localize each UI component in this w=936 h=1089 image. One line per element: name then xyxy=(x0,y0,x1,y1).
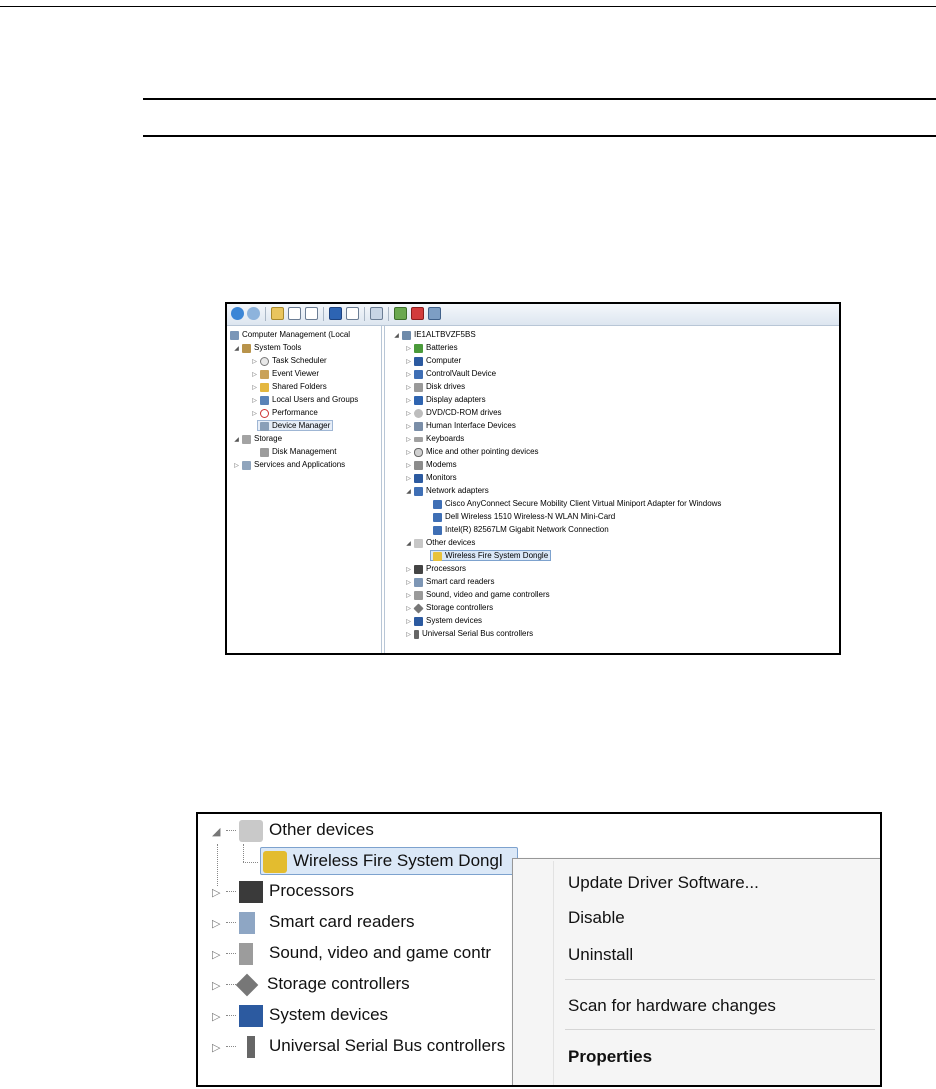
disable-menu-item[interactable]: Disable xyxy=(568,908,625,927)
device-manager-icon xyxy=(260,422,269,431)
action-pane-icon[interactable] xyxy=(346,307,359,320)
tree-category-other-devices[interactable]: ◢ Other devices xyxy=(212,816,374,844)
system-devices-icon xyxy=(239,1005,263,1027)
usb-icon xyxy=(414,630,419,639)
tree-item-event-viewer[interactable]: ▷ Event Viewer xyxy=(251,368,319,380)
device-tree xyxy=(384,325,839,653)
sound-icon xyxy=(414,591,423,600)
collapsed-arrow-icon[interactable]: ▷ xyxy=(252,359,257,366)
clock-icon xyxy=(260,357,269,366)
computer-management-icon xyxy=(230,331,239,340)
collapsed-arrow-icon[interactable]: ▷ xyxy=(406,476,411,483)
event-viewer-icon xyxy=(260,370,269,379)
usb-icon xyxy=(247,1036,255,1058)
unknown-device-icon xyxy=(414,539,423,548)
console-tree xyxy=(227,325,382,653)
collapsed-arrow-icon[interactable]: ▷ xyxy=(212,1011,221,1023)
network-icon xyxy=(433,500,442,509)
update-driver-menu-item[interactable]: Update Driver Software... xyxy=(568,873,759,892)
collapsed-arrow-icon[interactable]: ▷ xyxy=(406,411,411,418)
monitor-icon xyxy=(414,474,423,483)
collapsed-arrow-icon[interactable]: ▷ xyxy=(252,398,257,405)
collapsed-arrow-icon[interactable]: ▷ xyxy=(406,619,411,626)
tools-icon xyxy=(242,344,251,353)
device-item[interactable]: Cisco AnyConnect Secure Mobility Client Virtual Miniport Adapter for Windows xyxy=(433,498,721,510)
properties-menu-item[interactable]: Properties xyxy=(568,1047,653,1066)
warning-device-icon xyxy=(433,552,442,561)
collapsed-arrow-icon[interactable]: ▷ xyxy=(406,346,411,353)
disk-icon xyxy=(260,448,269,457)
device-category[interactable]: ▷ DVD/CD-ROM drives xyxy=(405,407,502,419)
tree-category-processors[interactable]: ▷ Processors xyxy=(212,877,354,905)
folder-icon xyxy=(260,383,269,392)
collapsed-arrow-icon[interactable]: ▷ xyxy=(212,887,221,899)
device-item[interactable]: Intel(R) 82567LM Gigabit Network Connection xyxy=(433,524,609,536)
tree-item-wireless-dongle[interactable]: Wireless Fire System Dongl xyxy=(260,847,518,875)
network-icon xyxy=(433,526,442,535)
collapsed-arrow-icon[interactable]: ▷ xyxy=(406,359,411,366)
device-category[interactable]: ▷ Universal Serial Bus controllers xyxy=(405,628,533,640)
device-category[interactable]: ▷ ControlVault Device xyxy=(405,368,496,380)
tree-item-shared-folders[interactable]: ▷ Shared Folders xyxy=(251,381,327,393)
collapsed-arrow-icon[interactable]: ▷ xyxy=(234,463,239,470)
collapsed-arrow-icon[interactable]: ▷ xyxy=(406,463,411,470)
tree-category-usb[interactable]: ▷ Universal Serial Bus controllers xyxy=(212,1032,505,1060)
smart-card-icon xyxy=(414,578,423,587)
keyboard-icon xyxy=(414,437,423,442)
context-menu-screenshot xyxy=(196,812,882,1087)
up-folder-icon[interactable] xyxy=(271,307,284,320)
tree-item-performance[interactable]: ▷ Performance xyxy=(251,407,318,419)
collapsed-arrow-icon[interactable]: ▷ xyxy=(406,567,411,574)
header-rule xyxy=(0,6,936,7)
tree-item-services-apps[interactable]: ▷ Services and Applications xyxy=(233,459,345,471)
tree-item-disk-management[interactable]: Disk Management xyxy=(260,446,336,458)
tree-item-local-users[interactable]: ▷ Local Users and Groups xyxy=(251,394,358,406)
expanded-arrow-icon[interactable]: ◢ xyxy=(406,541,411,548)
collapsed-arrow-icon[interactable]: ▷ xyxy=(406,437,411,444)
collapsed-arrow-icon[interactable]: ▷ xyxy=(406,424,411,431)
collapsed-arrow-icon[interactable]: ▷ xyxy=(406,632,411,639)
device-category[interactable]: ▷ Sound, video and game controllers xyxy=(405,589,550,601)
expanded-arrow-icon[interactable]: ◢ xyxy=(406,489,411,496)
device-category[interactable]: ▷ Human Interface Devices xyxy=(405,420,516,432)
processor-icon xyxy=(239,881,263,903)
expanded-arrow-icon[interactable]: ◢ xyxy=(394,333,399,340)
smart-card-icon xyxy=(239,912,255,934)
collapsed-arrow-icon[interactable]: ▷ xyxy=(212,949,221,961)
disable-icon[interactable] xyxy=(428,307,441,320)
computer-icon xyxy=(414,357,423,366)
tree-item-storage[interactable]: ◢ Storage xyxy=(233,433,282,445)
collapsed-arrow-icon[interactable]: ▷ xyxy=(406,398,411,405)
device-category[interactable]: ▷ Batteries xyxy=(405,342,458,354)
device-icon xyxy=(414,370,423,379)
collapsed-arrow-icon[interactable]: ▷ xyxy=(406,593,411,600)
hid-icon xyxy=(414,422,423,431)
tree-category-storage-controllers[interactable]: ▷ Storage controllers xyxy=(212,970,410,998)
tree-item-system-tools[interactable]: ◢ System Tools xyxy=(233,342,301,354)
device-category[interactable]: ▷ Modems xyxy=(405,459,457,471)
device-category[interactable]: ◢ Network adapters xyxy=(405,485,489,497)
device-category[interactable]: ▷ System devices xyxy=(405,615,482,627)
device-item[interactable]: Dell Wireless 1510 Wireless-N WLAN Mini-Card xyxy=(433,511,615,523)
collapsed-arrow-icon[interactable]: ▷ xyxy=(406,450,411,457)
computer-management-window xyxy=(225,302,841,655)
computer-icon xyxy=(402,331,411,340)
update-driver-icon[interactable] xyxy=(394,307,407,320)
processor-icon xyxy=(414,565,423,574)
warning-device-icon xyxy=(263,851,287,873)
battery-icon xyxy=(414,344,423,353)
uninstall-menu-item[interactable]: Uninstall xyxy=(568,945,634,964)
storage-icon xyxy=(242,435,251,444)
unknown-device-icon xyxy=(239,820,263,842)
table-rule-bottom xyxy=(143,135,936,137)
show-hide-tree-icon[interactable] xyxy=(288,307,301,320)
help-icon[interactable] xyxy=(329,307,342,320)
collapsed-arrow-icon[interactable]: ▷ xyxy=(252,372,257,379)
table-rule-top xyxy=(143,98,936,100)
dvd-icon xyxy=(414,409,423,418)
uninstall-icon[interactable] xyxy=(411,307,424,320)
device-tree-root[interactable]: ◢ IE1ALTBVZF5BS xyxy=(393,329,476,341)
performance-icon xyxy=(260,409,269,418)
device-category[interactable]: ▷ Disk drives xyxy=(405,381,465,393)
mouse-icon xyxy=(414,448,423,457)
disk-icon xyxy=(414,383,423,392)
collapsed-arrow-icon[interactable]: ▷ xyxy=(212,1042,221,1054)
tree-item-computer-management[interactable]: Computer Management (Local xyxy=(230,329,350,341)
modem-icon xyxy=(414,461,423,470)
properties-icon[interactable] xyxy=(305,307,318,320)
mmc-toolbar xyxy=(227,304,839,326)
network-icon xyxy=(433,513,442,522)
tree-category-system-devices[interactable]: ▷ System devices xyxy=(212,1001,388,1029)
network-icon xyxy=(414,487,423,496)
menu-separator xyxy=(565,1029,875,1030)
tree-category-smart-card-readers[interactable]: ▷ Smart card readers xyxy=(212,908,415,936)
device-category[interactable]: ▷ Storage controllers xyxy=(405,602,493,614)
forward-icon[interactable] xyxy=(247,307,260,320)
collapsed-arrow-icon[interactable]: ▷ xyxy=(252,385,257,392)
storage-controller-icon xyxy=(413,603,423,613)
tree-item-device-manager[interactable]: Device Manager xyxy=(260,420,333,432)
expanded-arrow-icon[interactable]: ◢ xyxy=(234,346,239,353)
device-category[interactable]: ◢ Other devices xyxy=(405,537,475,549)
device-category[interactable]: ▷ Processors xyxy=(405,563,466,575)
device-category[interactable]: ▷ Monitors xyxy=(405,472,457,484)
sound-icon xyxy=(239,943,253,965)
menu-separator xyxy=(565,979,875,980)
collapsed-arrow-icon[interactable]: ▷ xyxy=(406,385,411,392)
collapsed-arrow-icon[interactable]: ▷ xyxy=(252,411,257,418)
expanded-arrow-icon[interactable]: ◢ xyxy=(234,437,239,444)
storage-controller-icon xyxy=(236,973,259,996)
device-category[interactable]: ▷ Computer xyxy=(405,355,461,367)
users-icon xyxy=(260,396,269,405)
collapsed-arrow-icon[interactable]: ▷ xyxy=(406,606,411,613)
tree-category-sound[interactable]: ▷ Sound, video and game contr xyxy=(212,939,491,967)
collapsed-arrow-icon[interactable]: ▷ xyxy=(406,372,411,379)
device-category[interactable]: ▷ Mice and other pointing devices xyxy=(405,446,539,458)
collapsed-arrow-icon[interactable]: ▷ xyxy=(212,918,221,930)
back-icon[interactable] xyxy=(231,307,244,320)
expanded-arrow-icon[interactable]: ◢ xyxy=(212,826,221,838)
display-icon xyxy=(414,396,423,405)
collapsed-arrow-icon[interactable]: ▷ xyxy=(406,580,411,587)
context-menu xyxy=(512,858,882,1087)
system-devices-icon xyxy=(414,617,423,626)
device-item-wireless-dongle[interactable]: Wireless Fire System Dongle xyxy=(433,550,551,562)
services-icon xyxy=(242,461,251,470)
tree-item-task-scheduler[interactable]: ▷ Task Scheduler xyxy=(251,355,327,367)
device-category[interactable]: ▷ Smart card readers xyxy=(405,576,494,588)
scan-hardware-menu-item[interactable]: Scan for hardware changes xyxy=(568,996,776,1015)
scan-hardware-icon[interactable] xyxy=(370,307,383,320)
device-category[interactable]: ▷ Keyboards xyxy=(405,433,464,445)
collapsed-arrow-icon[interactable]: ▷ xyxy=(212,980,221,992)
device-category[interactable]: ▷ Display adapters xyxy=(405,394,486,406)
